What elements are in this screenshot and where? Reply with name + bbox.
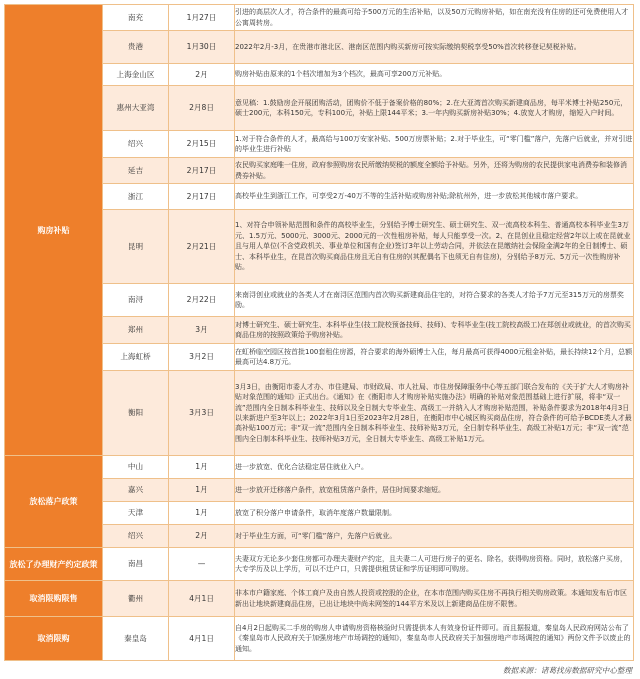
category-property-agreement: 放松了办理财产约定政策 [5,548,103,581]
policy-cell: 在虹桥临空园区按首批100套租住房源，符合要求的海外硕博士入住，每月最高可获得4000元租金补贴，最长持续12个月，总额最高可达4.8万元。 [235,344,634,371]
date-cell: 4月1日 [169,617,235,661]
policy-cell: 2022年2月-3月，在贵港市港北区、港南区范围内购买新房可按实际缴纳契税享受50%首次转移登记契税补贴。 [235,31,634,64]
table-row [5,548,634,581]
city-cell: 衡阳 [103,371,169,456]
policy-cell: 意见稿：1.鼓励房企开展团购活动，团购价不低于备案价格的80%；2.在大亚湾首次购买新建商品房，每平米博士补贴250元，硕士200元，本科150元，专科100元，补贴上限144平米；3.一年内购买新房补贴30%；4.放宽人才购房，缩短入户时间。 [235,86,634,131]
category-cancel-purchase-sale-limits: 取消限购限售 [5,581,103,617]
date-cell: 2月 [169,525,235,548]
city-cell: 秦皇岛 [103,617,169,661]
date-cell: 2月8日 [169,86,235,131]
policy-cell: 对博士研究生、硕士研究生、本科毕业生(技工院校预备技师、技师)、专科毕业生(技工院校高级工)在郑创业或就业，的首次购买商品住房的按照政策给予购房补贴。 [235,317,634,344]
date-cell: 2月17日 [169,158,235,184]
city-cell: 上海金山区 [103,64,169,86]
city-cell: 中山 [103,456,169,479]
policy-table [4,4,634,661]
date-cell: 1月 [169,479,235,502]
date-cell: 1月 [169,456,235,479]
city-cell: 延吉 [103,158,169,184]
policy-cell: 进一步放宽、优化合法稳定居住就业入户。 [235,456,634,479]
city-cell: 衢州 [103,581,169,617]
date-cell: 1月 [169,502,235,525]
policy-cell: 3月3日，由衡阳市委人才办、市住建局、市财政局、市人社局、市住房保障服务中心等五部门联合发布的《关于扩大人才购房补贴对象范围的通知》正式出台。《通知》在《衡阳市人才购房补贴实施办法》明确的补贴对象范围基础上进行扩展，将非“双一流”范围内全日制本科毕业生、技师以及全日制大专毕业生、高级工一并纳入人才购房补贴范围，补贴条件要求为2018年4月3日以来新进户至3年以上；2022年3月1日至2023年2月28日，在衡阳市中心城区购买商品住房，符合条件的可给予BCDE类人才最高补贴100万元；非“双一流”范围内全日制本科毕业生、技师补贴3万元，全日制专科毕业生、高级工补贴1万元；非“双一流”范围内全日制本科毕业生、技师补贴3万元，全日制大专毕业生、高级工补贴1万元。 [235,371,634,456]
table-row [5,456,634,479]
policy-cell: 购房补贴由原来的1个档次增加为3个档次，最高可享200万元补贴。 [235,64,634,86]
city-cell: 南昌 [103,548,169,581]
policy-cell: 非本市户籍家庭、个体工商户及由自然人投资或控股的企业，在本市范围内购买住房不再执行相关购房政策。本通知发布后市区新出让地块新建商品住房，已出让地块中尚未网签的144平方米及以上新建商品住房不限售。 [235,581,634,617]
table-row [5,617,634,661]
table-row [5,5,634,31]
city-cell: 嘉兴 [103,479,169,502]
city-cell: 绍兴 [103,525,169,548]
date-cell: 3月 [169,317,235,344]
city-cell: 天津 [103,502,169,525]
policy-cell: 高校毕业生到浙江工作，可享受2万-40万不等的生活补贴或购房补贴;除杭州外，进一步放松其他城市落户要求。 [235,184,634,210]
policy-cell: 自4月2日起购买二手房的购房人申请购房资格核验时只需提供本人有效身份证件即可。而且据报道，秦皇岛人民政府网站公布了《秦皇岛市人民政府关于加强房地产市场调控的通知》，秦皇岛市人民政府关于加强房地产市场调控的通知》两份文件予以废止的通知。 [235,617,634,661]
date-cell: 3月3日 [169,371,235,456]
policy-cell: 引进的高层次人才，符合条件的最高可给予500万元的生活补贴，以及50万元购房补贴，如在南充没有住房的还可免费使用人才公寓周转房。 [235,5,634,31]
city-cell: 绍兴 [103,131,169,158]
category-purchase-subsidy: 购房补贴 [5,5,103,456]
date-cell: 1月30日 [169,31,235,64]
category-relax-hukou: 放松落户政策 [5,456,103,548]
city-cell: 上海虹桥 [103,344,169,371]
date-cell: 2月17日 [169,184,235,210]
city-cell: 郑州 [103,317,169,344]
policy-cell: 夫妻双方无论多少套住房都可办理夫妻财产约定，且夫妻二人可进行房子的更名、除名，获得购房资格。同时，放松落户买房，大专学历及以上学历，可以不迁户口，只需提供租赁证和学历证明即可购房。 [235,548,634,581]
city-cell: 南浔 [103,284,169,317]
data-source-note: 数据来源：诸葛找房数据研究中心整理 [502,666,632,675]
date-cell: 2月15日 [169,131,235,158]
policy-cell: 进一步放开迁移落户条件，放宽租赁落户条件，居住时间要求缩短。 [235,479,634,502]
policy-cell: 1.对于符合条件的人才，最高给与100万安家补贴、500万房票补贴；2.对于毕业生，可“零门槛”落户，先落户后就业，并对引进的毕业生进行补贴 [235,131,634,158]
table-row [5,581,634,617]
date-cell: 1月27日 [169,5,235,31]
policy-cell: 来南浔创业或就业的各类人才在南浔区范围内首次购买新建商品住宅的，对符合要求的各类人才给予7万元至315万元的房票奖励。 [235,284,634,317]
date-cell: 3月2日 [169,344,235,371]
date-cell: 2月21日 [169,210,235,284]
date-cell: 2月22日 [169,284,235,317]
date-cell: 4月1日 [169,581,235,617]
category-cancel-purchase-limits: 取消限购 [5,617,103,661]
date-cell: — [169,548,235,581]
city-cell: 南充 [103,5,169,31]
city-cell: 浙江 [103,184,169,210]
city-cell: 惠州大亚湾 [103,86,169,131]
policy-cell: 放宽了积分落户申请条件，取消年度落户数量限制。 [235,502,634,525]
date-cell: 2月 [169,64,235,86]
city-cell: 贵港 [103,31,169,64]
city-cell: 昆明 [103,210,169,284]
policy-cell: 对于毕业生方面，可“零门槛”落户，先落户后就业。 [235,525,634,548]
policy-cell: 1、对符合申领补贴范围和条件的高校毕业生，分别给予博士研究生、硕士研究生、双一流高校本科生、普通高校本科毕业生3万元、1.5万元、5000元、3000元、2000元的一次性租房补贴，每人只能享受一次。2、在昆创业且稳定经营2年以上或在昆就业且与用人单位(不含党政机关、事业单位和国有企业)签订3年以上劳动合同，并依法在昆缴纳社会保险金满2年的全日制博士、硕士、本科毕业生，在昆首次购买商品住房且无自有住房的(其配偶名下也须无自有住房)，分别给予8万元、5万元一次性购房补贴。 [235,210,634,284]
policy-cell: 农民购买家庭唯一住房，政府参照购房农民所缴纳契税的额度全额给予补贴。另外，还将为购房的农民提供家电消费券和装修消费券补贴。 [235,158,634,184]
